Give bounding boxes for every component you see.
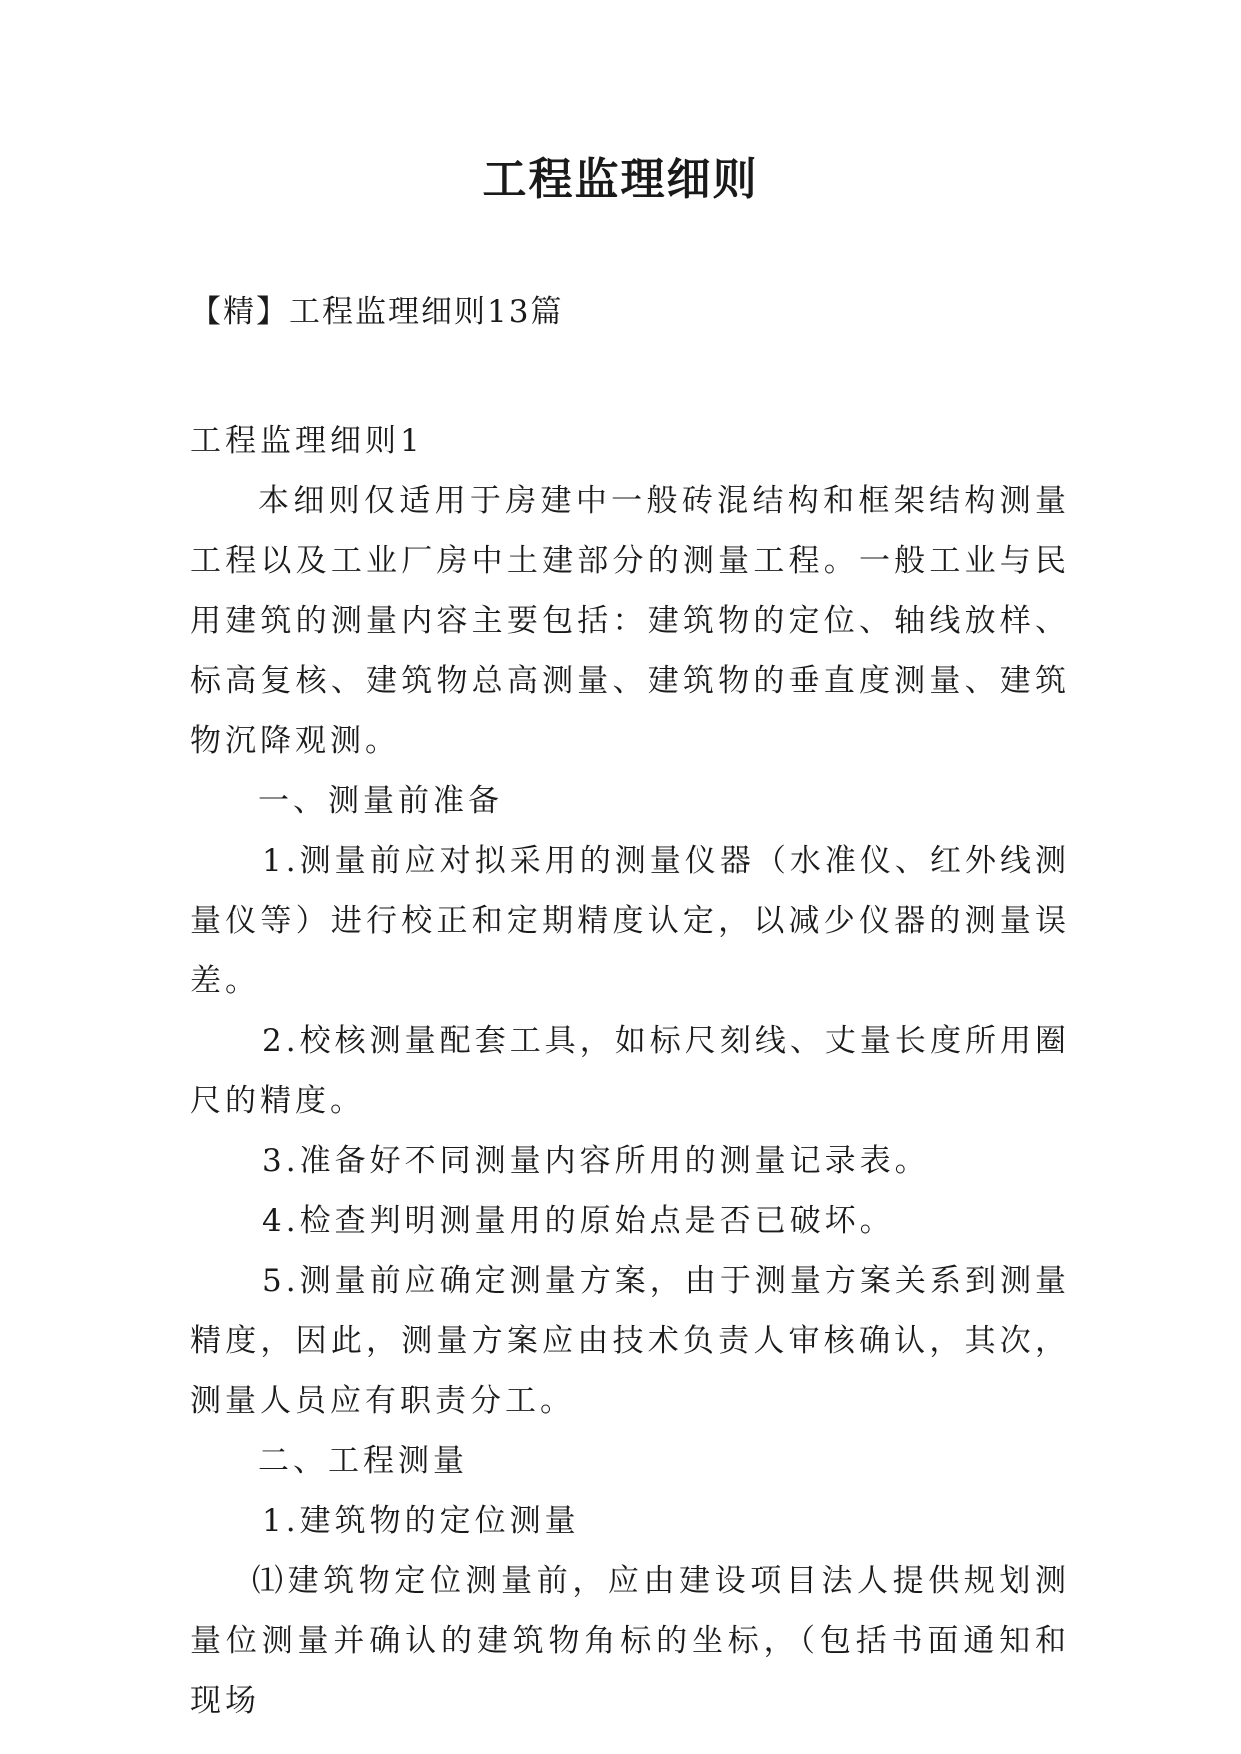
paragraph-item-3: 3.准备好不同测量内容所用的测量记录表。 (262, 1143, 930, 1179)
paragraph-item-2: 2.校核测量配套工具，如标尺刻线、丈量长度所用圈尺的精度。 (190, 1023, 1070, 1119)
document-subtitle: 【精】工程监理细则13篇 (190, 294, 564, 330)
paragraph-item-1: 1.测量前应对拟采用的测量仪器（水准仪、红外线测量仪等）进行校正和定期精度认定，以减少仪器的测量误差。 (190, 843, 1070, 999)
paragraph-item-5: 5.测量前应确定测量方案，由于测量方案关系到测量精度，因此，测量方案应由技术负责人审核确认，其次，测量人员应有职责分工。 (190, 1263, 1070, 1419)
paragraph-positioning-detail: ⑴建筑物定位测量前，应由建设项目法人提供规划测量位测量并确认的建筑物角标的坐标，（包括书面通知和现场 (190, 1563, 1070, 1719)
section-title: 工程监理细则1 (190, 423, 424, 459)
paragraph-positioning-heading: 1.建筑物的定位测量 (262, 1503, 580, 1539)
paragraph-intro: 本细则仅适用于房建中一般砖混结构和框架结构测量工程以及工业厂房中土建部分的测量工程。一般工业与民用建筑的测量内容主要包括：建筑物的定位、轴线放样、标高复核、建筑物总高测量、建筑物的垂直度测量、建筑物沉降观测。 (190, 483, 1070, 759)
paragraph-item-4: 4.检查判明测量用的原始点是否已破坏。 (262, 1203, 895, 1239)
document-title: 工程监理细则 (482, 154, 759, 205)
section-heading-survey: 二、工程测量 (258, 1443, 468, 1479)
document-body (190, 411, 1070, 1731)
section-heading-preparation: 一、测量前准备 (258, 783, 503, 819)
